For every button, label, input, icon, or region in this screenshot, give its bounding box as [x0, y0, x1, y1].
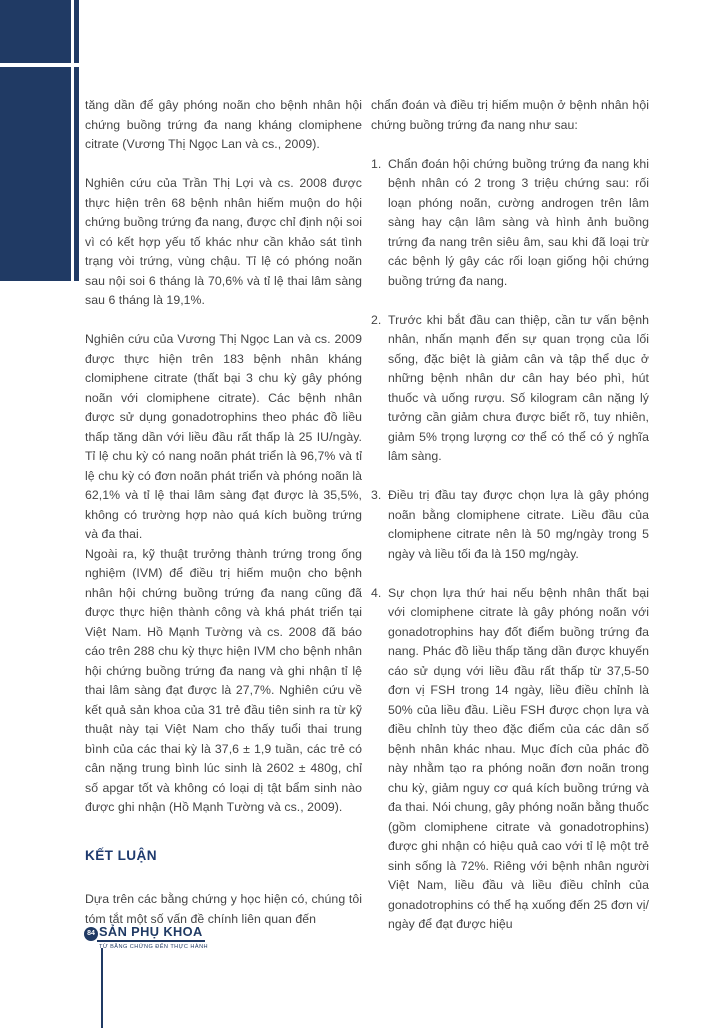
list-item [371, 311, 649, 467]
paragraph: chẩn đoán và điều trị hiếm muộn ở bệnh nhân hội chứng buồng trứng đa nang như sau: [371, 98, 649, 132]
page-number-badge: 84 [84, 927, 98, 941]
list-item [371, 155, 649, 292]
paragraph: Ngoài ra, kỹ thuật trưởng thành trứng trong ống nghiệm (IVM) để điều trị hiếm muộn cho bệnh nhân hội chứng buồng trứng đa nang cũng đã được thực hiện thành công và khá phát triển tại Việt Nam. Hồ Mạnh Tường và cs. 2008 đã báo cáo trên 288 chu kỳ thực hiện IVM cho bệnh nhân hội chứng buồng trứng đa nang và ghi nhận tỉ lệ thai lâm sàng đạt được là 27,7%. Nghiên cứu về kết quả sản khoa của 31 trẻ đầu tiên sinh ra từ kỹ thuật này tại Việt Nam cho thấy tuổi thai trung bình của các thai kỳ là 37,6 ± 1,9 tuần, các trẻ có cân nặng trung bình lúc sinh là 2602 ± 480g, chỉ số apgar tốt và không có loại dị tật bẩm sinh nào được ghi nhận (Hồ Mạnh Tường và cs., 2009). [85, 546, 362, 814]
brand-title: SẢN PHỤ KHOA [97, 924, 205, 942]
list-item-text: Điều trị đầu tay được chọn lựa là gây phóng noãn bằng clomiphene citrate. Liều đầu của clomiphene citrate nên là 50 mg/ngày trong 5 ngày và liều tối đa là 150 mg/ngày. [388, 488, 649, 561]
list-item-number: 3. [371, 488, 382, 502]
list-item-number: 1. [371, 156, 382, 171]
paragraph: Nghiên cứu của Vương Thị Ngọc Lan và cs. 2009 được thực hiện trên 183 bệnh nhân kháng clomiphene citrate (thất bại 3 chu kỳ gây phóng noãn với clomiphene citrate). Các bệnh nhân được sử dụng gonadotrophins theo phác đồ liều thấp tăng dần với liều đầu rất thấp là 25 IU/ngày. Tỉ lệ chu kỳ có nang noãn phát triển là 96,7% và tỉ lệ chu kỳ có đơn noãn phát triển và phóng noãn là 62,1% và tỉ lệ thai lâm sàng đạt được là 35,5%, không có trường hợp nào quá kích buồng trứng và đa thai. [85, 332, 362, 541]
paragraph: Dựa trên các bằng chứng y học hiện có, chúng tôi tóm tắt một số vấn đề chính liên quan đến [85, 892, 362, 926]
brand-logo [97, 923, 208, 950]
section-heading-conclusion: KẾT LUẬN [85, 847, 157, 863]
list-item [371, 486, 649, 564]
list-item-number: 4. [371, 585, 382, 600]
footer-vertical-rule [101, 948, 103, 1028]
right-column [371, 96, 649, 935]
left-column [85, 96, 362, 929]
list-item-text: Chẩn đoán hội chứng buồng trứng đa nang khi bệnh nhân có 2 trong 3 triệu chứng sau: rối loạn phóng noãn, cường androgen trên lâm sàng hay cận lâm sàng và hình ảnh buồng trứng đa nang trên siêu âm, sau khi đã loại trừ các bệnh lý gây các rối loạn giống hội chứng buồng trứng đa nang. [388, 156, 649, 288]
grid-line-horizontal [0, 63, 79, 67]
paragraph: tăng dần để gây phóng noãn cho bệnh nhân hội chứng buồng trứng đa nang kháng clomiphene citrate (Vương Thị Ngọc Lan và cs., 2009). [85, 98, 362, 151]
list-item-text: Trước khi bắt đầu can thiệp, cần tư vấn bệnh nhân, nhấn mạnh đến sự quan trọng của lối sống, đặc biệt là giảm cân và tập thể dục ở những bệnh nhân dư cân hay béo phì, hút thuốc và uống rượu. Số kilogram cân nặng lý tưởng cần giảm chưa được biết rõ, tuy nhiên, giảm 5% trọng lượng cơ thể có thể có ý nghĩa lâm sàng. [388, 312, 649, 463]
grid-line-vertical [71, 0, 74, 281]
list-item [371, 584, 649, 935]
corner-decoration-block [0, 0, 79, 281]
list-item-number: 2. [371, 312, 382, 327]
paragraph: Nghiên cứu của Trần Thị Lợi và cs. 2008 được thực hiện trên 68 bệnh nhân hiếm muộn do hội chứng buồng trứng đa nang, được chỉ định nội soi vì có kết hợp yếu tố khác như cần khảo sát tình trạng vòi trứng, vùng chậu. Tỉ lệ có phóng noãn sau nội soi 6 tháng là 70,6% và tỉ lệ thai lâm sàng sau 6 tháng là 19,1%. [85, 176, 362, 307]
brand-tagline: TỪ BẰNG CHỨNG ĐẾN THỰC HÀNH [99, 943, 209, 950]
list-item-text: Sự chọn lựa thứ hai nếu bệnh nhân thất bại với clomiphene citrate là gây phóng noãn với gonadotrophins hay đốt điểm buồng trứng đa nang. Phác đồ liều thấp tăng dần được khuyến cáo sử dụng với liều đầu rất thấp từ 37,5-50 đơn vị FSH trong 14 ngày, liều điều chỉnh là 50% của liều đầu. Liều FSH được chọn lựa và điều chỉnh tùy theo đặc điểm của các dân số bệnh nhân khác nhau. Mục đích của phác đồ này nhằm tạo ra phóng noãn đơn noãn trong chu kỳ, giảm nguy cơ quá kích buồng trứng và đa thai. Nói chung, gây phóng noãn bằng thuốc (gồm clomiphene citrate và gonadotrophins) được ghi nhận có hiệu quả cao với tỉ lệ một trẻ sinh sống là 72%. Riêng với bệnh nhân người Việt Nam, liều đầu và liều điều chỉnh của gonadotrophins có thể hạ xuống đến 25 đơn vị/ ngày để đạt được hiệu [388, 585, 649, 931]
